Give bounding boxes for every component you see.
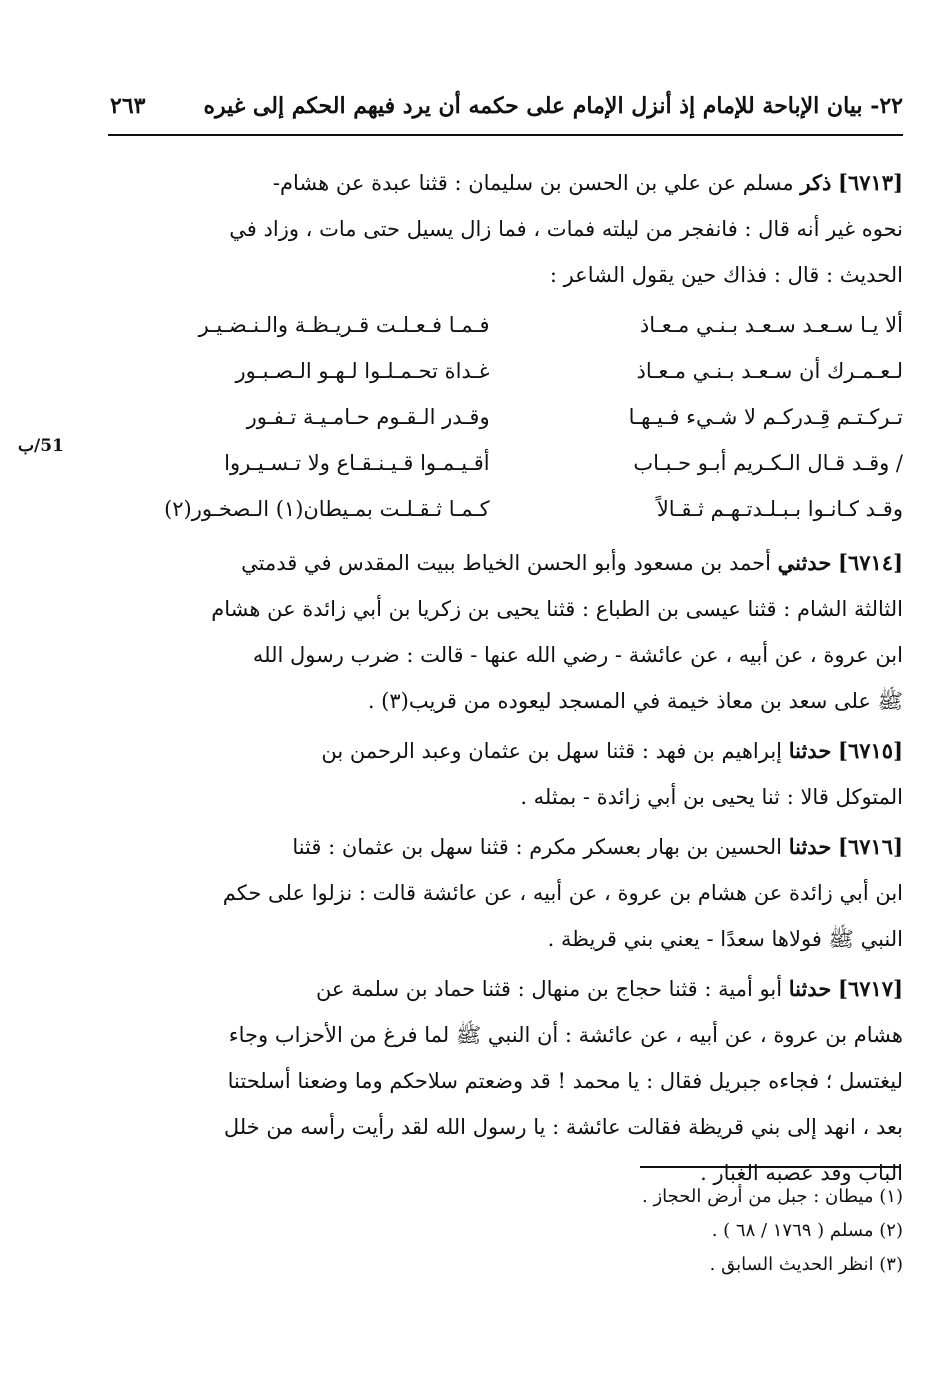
text-line: نحوه غير أنه قال : فانفجر من ليلته فمات ، فما زال يسيل حتى مات ، وزاد في [229, 217, 903, 241]
hadith-keyword: حدثنا [788, 738, 832, 763]
text-line: ابن عروة ، عن أبيه ، عن عائشة - رضي الله عنها - قالت : ضرب رسول الله [252, 643, 903, 667]
hadith-keyword: حدثني [777, 550, 832, 575]
text-line: ليغتسل ؛ فجاءه جبريل فقال : يا محمد ! قد وضعتم سلاحكم وما وضعنا أسلحتنا [227, 1069, 903, 1093]
text-line: الحديث : قال : فذاك حين يقول الشاعر : [549, 263, 903, 287]
footnote: (٣) انظر الحديث السابق . [709, 1254, 903, 1275]
text-line: الباب وقد عصبه الغبار . [700, 1161, 903, 1185]
verse-line [108, 394, 903, 440]
hadith-number: [٦٧١٦] [838, 834, 903, 859]
text-line: المتوكل قالا : ثنا يحيى بن أبي زائدة - بمثله . [520, 785, 903, 809]
footnote-rule [640, 1166, 900, 1168]
hadith-6714 [108, 540, 903, 724]
verse-first-hemistich: ألا يـا سـعـد سـعـد بـنـي مـعـاذ [639, 313, 903, 337]
verse-second-hemistich: وقـدر الـقـوم حـامـيـة تـفـور [246, 405, 490, 429]
chapter-title: ٢٢- بيان الإباحة للإمام إذ أنزل الإمام على حكمه أن يرد فيهم الحكم إلى غيره [203, 93, 903, 119]
verse-first-hemistich: تـركـتـم قِـدركـم لا شـيء فـيـهـا [628, 405, 903, 429]
text-line: أبو أمية : قثنا حجاج بن منهال : قثنا حماد بن سلمة عن [315, 977, 783, 1001]
hadith-6715 [108, 728, 903, 820]
hadith-number: [٦٧١٧] [838, 976, 903, 1001]
page-number: ٢٦٣ [110, 93, 146, 119]
hadith-keyword: حدثنا [788, 976, 832, 1001]
text-line: هشام بن عروة ، عن أبيه ، عن عائشة : أن النبي ﷺ لما فرغ من الأحزاب وجاء [228, 1023, 903, 1047]
text-line: إبراهيم بن فهد : قثنا سهل بن عثمان وعبد الرحمن بن [321, 739, 783, 763]
text-line: ابن أبي زائدة عن هشام بن عروة ، عن أبيه ، عن عائشة قالت : نزلوا على حكم [222, 881, 903, 905]
verse-line [108, 486, 903, 532]
footnote: (١) ميطان : جبل من أرض الحجاز . [642, 1186, 903, 1207]
footnote: (٢) مسلم ( ١٧٦٩ / ٦٨ ) . [711, 1220, 903, 1241]
verse-line [108, 302, 903, 348]
header-rule [108, 134, 903, 136]
verse-second-hemistich: أقـيـمـوا قـيـنـقـاع ولا تـسـيـروا [224, 451, 490, 475]
text-line: بعد ، انهد إلى بني قريظة فقالت عائشة : يا رسول الله لقد رأيت رأسه من خلل [223, 1115, 903, 1139]
main-text [108, 160, 903, 1200]
hadith-6717 [108, 966, 903, 1196]
verse-second-hemistich: فـمـا فـعـلـت قـريـظـة والـنـضـيـر [198, 313, 490, 337]
verse-second-hemistich: كـمـا ثـقـلـت بمـيطان(١) الـصخـور(٢) [164, 497, 490, 521]
running-header [110, 86, 903, 126]
text-line: ﷺ على سعد بن معاذ خيمة في المسجد ليعوده من قريب(٣) . [367, 689, 903, 713]
manuscript-folio-note: 51/ب [18, 436, 64, 456]
verse-first-hemistich: / وقـد قـال الـكـريم أبـو حـبـاب [633, 451, 903, 475]
verse-first-hemistich: وقـد كـانـوا بـبـلـدتـهـم ثـقـالاً [656, 497, 903, 521]
hadith-6716 [108, 824, 903, 962]
hadith-keyword: ذكر [800, 170, 832, 195]
hadith-number: [٦٧١٥] [838, 738, 903, 763]
text-line: مسلم عن علي بن الحسن بن سليمان : قثنا عبدة عن هشام- [272, 171, 794, 195]
footnotes [642, 1180, 903, 1282]
hadith-6713 [108, 160, 903, 298]
verse-second-hemistich: غـداة تحـمـلـوا لـهـو الـصـبـور [235, 359, 490, 383]
verse-line [108, 348, 903, 394]
verse-line [108, 440, 903, 486]
hadith-number: [٦٧١٤] [838, 550, 903, 575]
text-line: الثالثة الشام : قثنا عيسى بن الطباع : قثنا يحيى بن زكريا بن أبي زائدة عن هشام [211, 597, 903, 621]
text-line: الحسين بن بهار بعسكر مكرم : قثنا سهل بن عثمان : قثنا [292, 835, 783, 859]
text-line: أحمد بن مسعود وأبو الحسن الخياط ببيت المقدس في قدمتي [241, 551, 771, 575]
hadith-number: [٦٧١٣] [838, 170, 903, 195]
text-line: النبي ﷺ فولاها سعدًا - يعني بني قريظة . [547, 927, 903, 951]
poem [108, 302, 903, 532]
verse-first-hemistich: لـعـمـرك أن سـعـد بـنـي مـعـاذ [636, 359, 903, 383]
hadith-keyword: حدثنا [788, 834, 832, 859]
